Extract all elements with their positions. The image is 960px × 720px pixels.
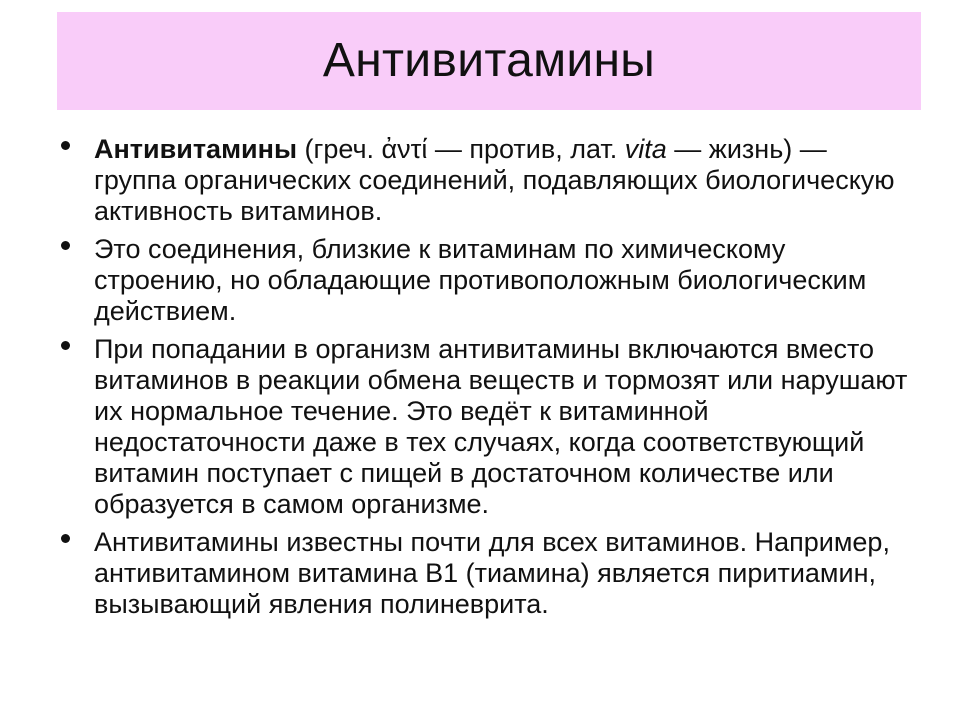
bullet-term: Антивитамины [94,134,298,164]
bullet-icon [61,141,70,150]
bullet-text-before-italic: (греч. ἀντί — против, лат. [297,134,625,164]
bullet-text: Антивитамины известны почти для всех витаминов. Например, антивитамином витамина B1 (тиамина) является пиритиамин, вызывающий явления полиневрита. [94,527,890,619]
bullet-list [54,134,914,627]
slide-title: Антивитамины [322,34,656,87]
title-band [57,12,921,110]
bullet-icon [61,341,70,350]
bullet-item-definition [54,134,914,227]
bullet-icon [61,241,70,250]
bullet-italic-text: vita [624,134,667,164]
bullet-item-structure [54,234,914,327]
bullet-item-mechanism [54,334,914,520]
bullet-icon [61,534,70,543]
bullet-text-after-italic: — жизнь) — группа органических соединений, подавляющих биологическую активность витаминов. [94,134,895,226]
bullet-text: Это соединения, близкие к витаминам по химическому строению, но обладающие противоположным биологическим действием. [94,234,867,326]
bullet-text: При попадании в организм антивитамины включаются вместо витаминов в реакции обмена веществ и тормозят или нарушают их нормальное течение. Это ведёт к витаминной недостаточности даже в тех случаях, когда соответствующий витамин поступает с пищей в достаточном количестве или образуется в самом организме. [94,334,908,519]
bullet-item-example [54,527,914,620]
